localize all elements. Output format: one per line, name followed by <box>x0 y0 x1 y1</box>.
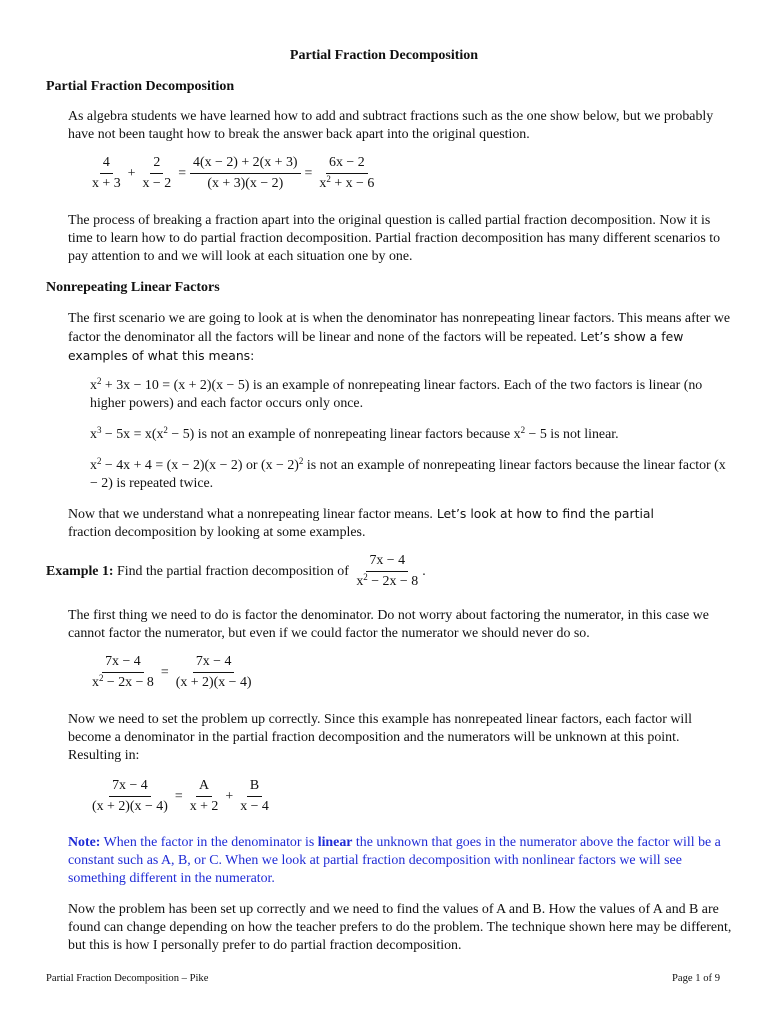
text-run: − 5x = x(x <box>101 427 164 442</box>
section-heading-pfd: Partial Fraction Decomposition <box>46 79 235 94</box>
operator: + <box>225 788 234 804</box>
numerator: 4(x − 2) + 2(x + 3) <box>190 155 301 174</box>
fraction <box>316 155 377 192</box>
denominator: x − 4 <box>240 799 269 814</box>
text-run: − 4x + 4 = (x − 2)(x − 2) or (x − 2) <box>101 458 299 473</box>
text-run: Now that we understand what a nonrepeating linear factor means. <box>68 507 433 522</box>
operator: = <box>178 165 187 181</box>
numerator: 4 <box>100 155 113 174</box>
text-run: the unknown that goes in the numerator above the factor will be a constant such as A, B, or C. When we look at partial fraction decomposition with nonlinear factors we will see something different in the numerator. <box>68 835 721 886</box>
denominator: (x + 2)(x − 4) <box>175 675 252 690</box>
term: x <box>92 675 99 690</box>
transition-paragraph <box>68 505 732 542</box>
exponent: 2 <box>363 572 368 582</box>
text-run: Let’s look at how to find the partial <box>432 506 654 521</box>
text-run: + 3x − 10 = (x + 2)(x − 5) is an example of nonrepeating linear factors. Each of the two factors is linear (no higher powers) and each factor occurs only once. <box>90 378 703 411</box>
denominator <box>89 673 157 691</box>
equation-setup <box>88 778 273 815</box>
denominator <box>316 174 377 192</box>
operator: = <box>304 165 313 181</box>
denominator: (x + 2)(x − 4) <box>92 799 168 814</box>
setup-step-paragraph: Now we need to set the problem up correctly. Since this example has nonrepeated linear factors, each factor will become a denominator in the partial fraction decomposition and the numerators will be unknown at this point. Resulting in: <box>68 712 692 763</box>
fraction <box>89 155 124 192</box>
operator: = <box>160 664 169 680</box>
exponent: 2 <box>326 174 331 184</box>
text-run: − 5) is not an example of nonrepeating linear factors because x <box>167 427 521 442</box>
numerator: 7x − 4 <box>102 654 144 673</box>
numerator: 2 <box>150 155 163 174</box>
footer-page-number: Page 1 of 9 <box>672 973 720 984</box>
text-run: linear <box>317 835 353 850</box>
numerator: 6x − 2 <box>326 155 368 174</box>
factor-step-paragraph: The first thing we need to do is factor the denominator. Do not worry about factoring the numerator, in this case we cannot factor the numerator, but even if we could factor the numerator we should never do so. <box>68 608 709 641</box>
example-label: Example 1: <box>46 563 114 579</box>
text-run: x <box>90 378 97 393</box>
term: − 2x − 8 <box>103 675 154 690</box>
footer-left: Partial Fraction Decomposition – Pike <box>46 973 209 984</box>
fraction <box>190 155 301 192</box>
exponent: 2 <box>163 425 168 435</box>
exponent: 2 <box>298 456 304 466</box>
fraction <box>237 778 272 815</box>
denominator: x − 2 <box>142 176 172 191</box>
equation-fraction-sum <box>88 155 378 192</box>
fraction <box>89 778 171 815</box>
example-prompt: Find the partial fraction decomposition of <box>113 563 353 579</box>
example-nonrepeating <box>90 377 732 413</box>
text-run: − 5 is not linear. <box>525 427 619 442</box>
operator: + <box>127 165 136 181</box>
fraction <box>187 778 222 815</box>
intro-paragraph: As algebra students we have learned how to add and subtract fractions such as the one show below, but we probably have not been taught how to break the answer back apart into the original question. <box>68 109 714 142</box>
text-run: When the factor in the denominator is <box>100 835 318 850</box>
equation-factored <box>88 654 256 691</box>
example-not-linear <box>90 426 732 444</box>
text-run: is not an example of nonrepeating linear factors because the linear factor (x − 2) is repeated twice. <box>90 458 726 491</box>
fraction <box>353 553 421 590</box>
numerator: A <box>196 778 212 797</box>
denominator: (x + 3)(x − 2) <box>207 176 284 191</box>
text-run: fraction decomposition by looking at some examples. <box>68 525 366 540</box>
exponent: 2 <box>520 425 526 435</box>
term: + x − 6 <box>330 176 375 191</box>
term: x <box>356 574 364 589</box>
decomposition-intro-paragraph: The process of breaking a fraction apart into the original question is called partial fraction decomposition. Now it is time to learn how to do partial fraction decomposition. Partial fraction decomposition has many different scenarios to pay attention to and we will look at each situation one by one. <box>68 213 721 264</box>
exponent: 3 <box>96 425 102 435</box>
example-1-statement <box>46 553 426 590</box>
text-run: Let’s show a few examples of what this means: <box>68 329 684 363</box>
exponent: 2 <box>98 673 104 683</box>
term: x <box>319 176 327 191</box>
numerator: B <box>247 778 262 797</box>
solve-step-paragraph: Now the problem has been set up correctly and we need to find the values of A and B. How the values of A and B are found can change depending on how the teacher prefers to do the problem. The technique shown here may be different, but this is how I personally prefer to do partial fraction decomposition. <box>68 902 732 953</box>
fraction <box>140 155 175 192</box>
numerator: 7x − 4 <box>366 553 408 572</box>
note-paragraph <box>68 834 732 888</box>
fraction <box>89 654 157 691</box>
example-repeated <box>90 457 732 493</box>
denominator: x + 3 <box>92 176 121 191</box>
text-run: The first scenario we are going to look at is when the denominator has nonrepeating linear factors. This means after we factor the denominator all the factors will be linear and none of the factors will be repeated. <box>68 311 731 345</box>
denominator: x + 2 <box>189 799 219 814</box>
section-heading-nonrepeating: Nonrepeating Linear Factors <box>46 280 220 295</box>
numerator: 7x − 4 <box>109 778 151 797</box>
term: − 2x − 8 <box>367 574 419 589</box>
denominator <box>353 572 421 590</box>
text-run: x <box>90 458 97 473</box>
text-run: x <box>90 427 97 442</box>
numerator: 7x − 4 <box>193 654 235 673</box>
exponent: 2 <box>96 376 102 386</box>
period: . <box>422 563 426 579</box>
exponent: 2 <box>96 456 102 466</box>
page-title: Partial Fraction Decomposition <box>289 48 479 63</box>
scenario-paragraph <box>68 310 732 366</box>
fraction <box>173 654 255 691</box>
note-label: Note: <box>68 835 101 850</box>
operator: = <box>174 788 183 804</box>
